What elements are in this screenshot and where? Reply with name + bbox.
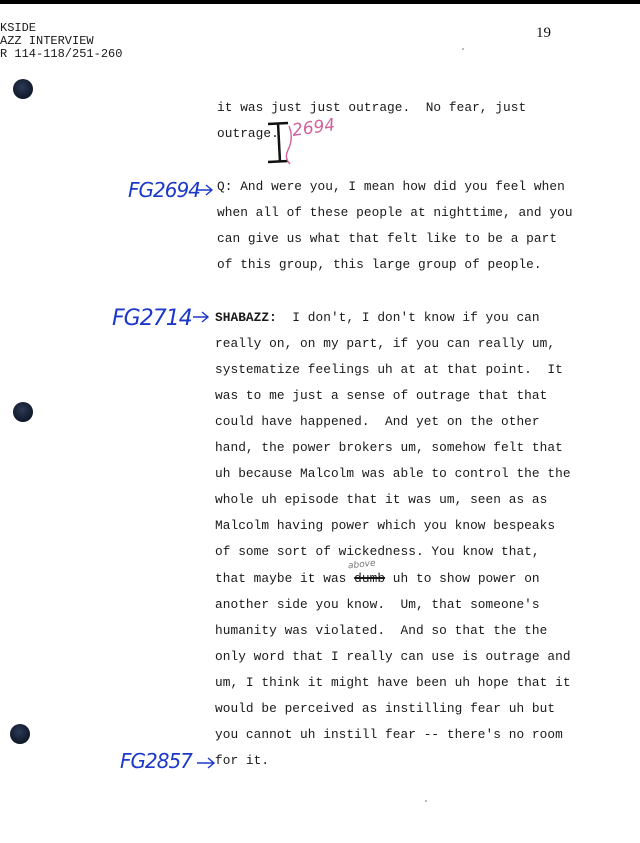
transcript-line: Malcolm having power which you know bespeaks bbox=[215, 518, 556, 533]
edit-line-post: uh to show power on bbox=[385, 571, 540, 586]
transcript-line: only word that I really can use is outrage and bbox=[215, 649, 571, 664]
transcript-line: systematize feelings uh at at that point. It bbox=[215, 362, 563, 377]
scan-speck bbox=[462, 48, 464, 50]
header-line-3: R 114-118/251-260 bbox=[0, 47, 123, 61]
transcript-line: of this group, this large group of people. bbox=[217, 257, 542, 272]
binder-hole-top bbox=[13, 79, 33, 99]
edit-line-pre: that maybe it was bbox=[215, 571, 355, 586]
transcript-line: would be perceived as instilling fear uh but bbox=[215, 701, 556, 716]
transcript-line: really on, on my part, if you can really um, bbox=[215, 336, 556, 351]
transcript-line: you cannot uh instill fear -- there's no room bbox=[215, 727, 563, 742]
transcript-line: it was just just outrage. No fear, just bbox=[217, 100, 527, 115]
transcript-line: uh because Malcolm was able to control the the bbox=[215, 466, 571, 481]
arrow-icon bbox=[192, 310, 212, 324]
page-number: 19 bbox=[536, 25, 551, 41]
header-line-1: KSIDE bbox=[0, 21, 37, 35]
scan-speck bbox=[425, 800, 427, 802]
top-edge bbox=[0, 0, 640, 4]
transcript-line: outrage. bbox=[217, 126, 279, 141]
transcript-line: for it. bbox=[215, 753, 270, 768]
handwritten-code-fg2694: FG2694 bbox=[128, 178, 200, 202]
transcript-line: humanity was violated. And so that the the bbox=[215, 623, 548, 638]
header-line-2: AZZ INTERVIEW bbox=[0, 34, 94, 48]
transcript-line: Q: And were you, I mean how did you feel when bbox=[217, 179, 565, 194]
binder-hole-middle bbox=[13, 402, 33, 422]
transcript-line: was to me just a sense of outrage that that bbox=[215, 388, 548, 403]
transcript-line: um, I think it might have been uh hope that it bbox=[215, 675, 571, 690]
handwritten-correction: above bbox=[347, 558, 377, 572]
binder-hole-bottom bbox=[10, 724, 30, 744]
speaker-first-line: I don't, I don't know if you can bbox=[276, 310, 540, 325]
speaker-line bbox=[215, 310, 540, 325]
handwritten-code-fg2857: FG2857 bbox=[120, 749, 192, 773]
transcript-line: when all of these people at nighttime, and you bbox=[217, 205, 573, 220]
transcript-line: could have happened. And yet on the other bbox=[215, 414, 540, 429]
transcript-line: another side you know. Um, that someone's bbox=[215, 597, 540, 612]
handwritten-code-fg2714: FG2714 bbox=[112, 306, 192, 331]
arrow-icon bbox=[196, 183, 216, 197]
transcript-line: can give us what that felt like to be a part bbox=[217, 231, 558, 246]
transcript-line: of some sort of wickedness. You know that, bbox=[215, 544, 540, 559]
transcript-line-with-edit bbox=[215, 571, 540, 586]
transcript-line: hand, the power brokers um, somehow felt that bbox=[215, 440, 563, 455]
speaker-label: SHABAZZ: bbox=[215, 310, 277, 325]
pink-code-annotation: 2694 bbox=[290, 115, 337, 141]
arrow-icon bbox=[196, 756, 218, 770]
transcript-line: whole uh episode that it was um, seen as as bbox=[215, 492, 548, 507]
struck-word: dumb bbox=[354, 571, 386, 586]
